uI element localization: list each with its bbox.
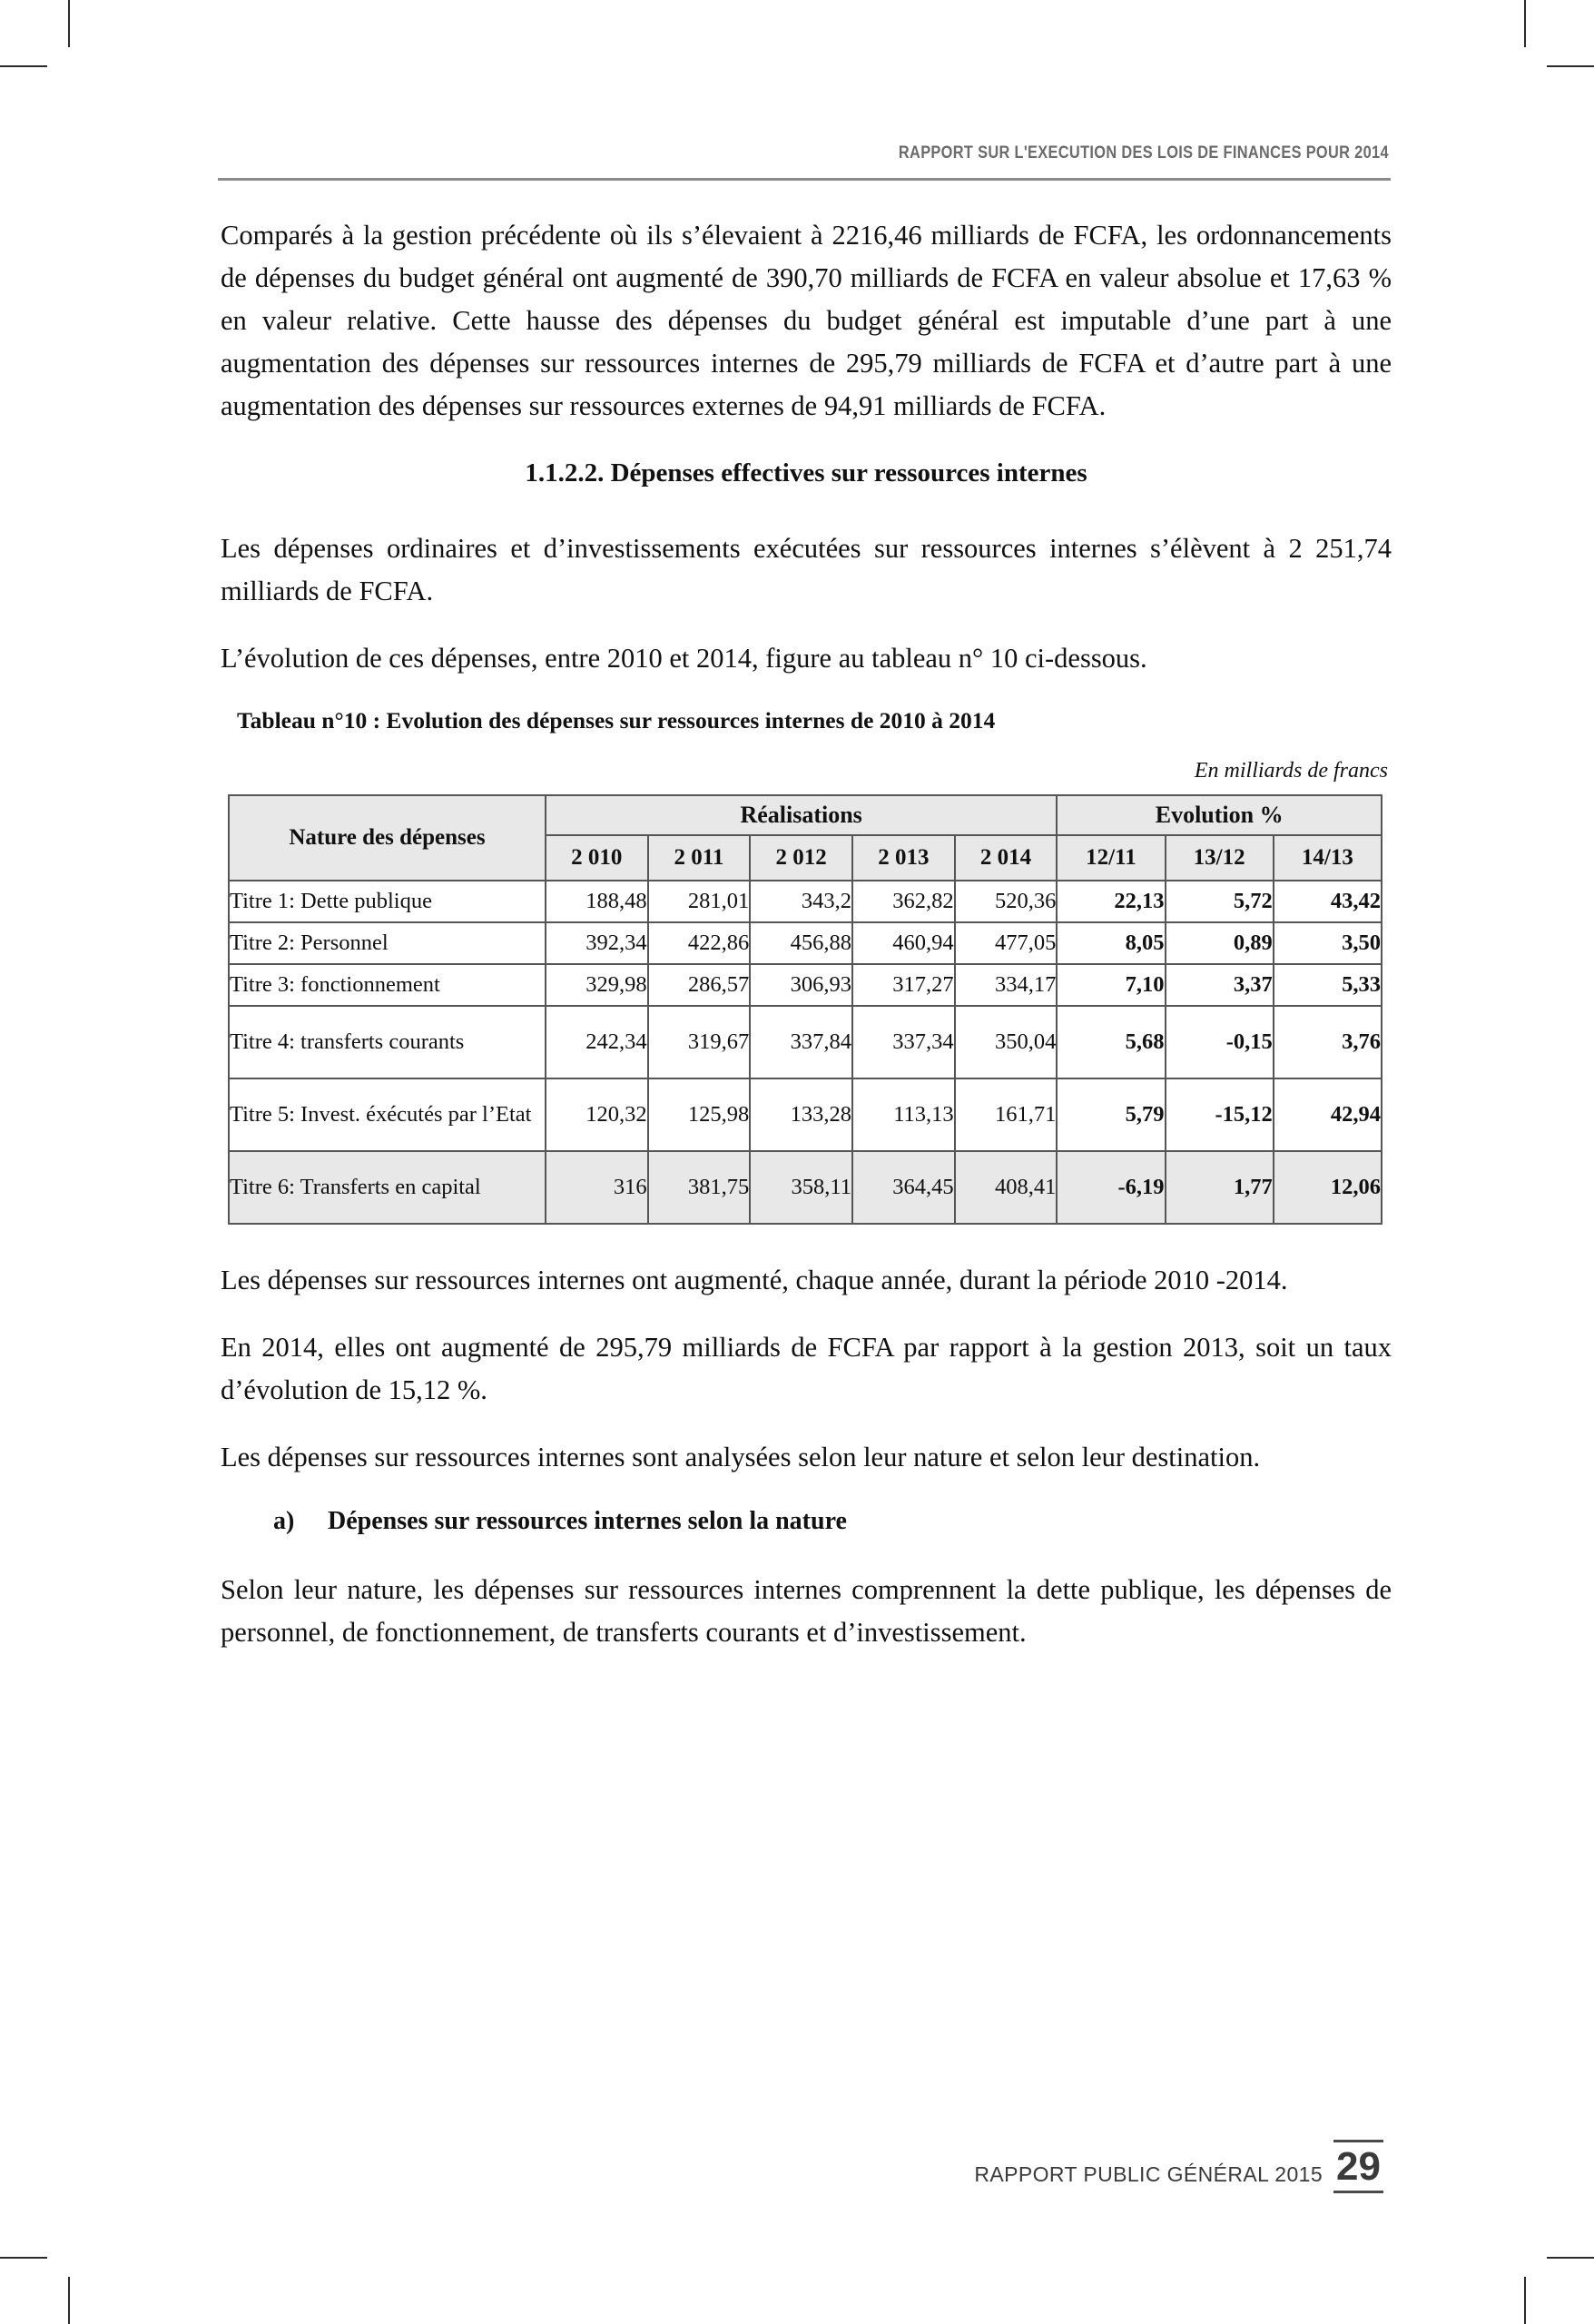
column-header-2010: 2 010 [546,835,648,881]
cell-evolution: 22,13 [1057,881,1165,922]
crop-mark-bottom-right-vertical [1524,2277,1526,2324]
cell-value: 337,34 [852,1006,955,1078]
cell-value: 329,98 [546,964,648,1006]
cell-value: 477,05 [955,922,1058,964]
table-row [229,1078,1382,1151]
cell-evolution: 12,06 [1274,1151,1382,1224]
table-row [229,964,1382,1006]
cell-value: 460,94 [852,922,955,964]
column-header-evo-13-12: 13/12 [1166,835,1274,881]
cell-evolution: 7,10 [1057,964,1165,1006]
cell-value: 337,84 [750,1006,852,1078]
expenses-table [228,794,1382,1225]
cell-value: 133,28 [750,1078,852,1151]
table-units-note: En milliards de francs [1194,759,1388,783]
cell-value: 319,67 [648,1006,751,1078]
page-number-box [1333,2140,1383,2193]
column-header-evo-12-11: 12/11 [1057,835,1165,881]
cell-evolution: 5,33 [1274,964,1382,1006]
cell-value: 422,86 [648,922,751,964]
paragraph-2014-growth: En 2014, elles ont augmenté de 295,79 milliards de FCFA par rapport à la gestion 2013, soit un taux d’évolution de 15,12 %. [221,1332,1392,1405]
cell-value: 350,04 [955,1006,1058,1078]
crop-mark-top-left-vertical [68,0,70,47]
cell-value: 242,34 [546,1006,648,1078]
header-rule [218,178,1391,181]
cell-evolution: 3,50 [1274,922,1382,964]
crop-mark-bottom-left-horizontal [0,2257,47,2259]
column-group-header-evolution: Evolution % [1057,795,1382,835]
cell-value: 306,93 [750,964,852,1006]
cell-evolution: 42,94 [1274,1078,1382,1151]
cell-value: 364,45 [852,1151,955,1224]
column-header-2013: 2 013 [852,835,955,881]
cell-value: 362,82 [852,881,955,922]
cell-value: 161,71 [955,1078,1058,1151]
cell-value: 381,75 [648,1151,751,1224]
section-heading: 1.1.2.2. Dépenses effectives sur ressources internes [525,458,1087,487]
table-header-row-groups [229,795,1382,835]
table-caption: Tableau n°10 : Evolution des dépenses sur ressources internes de 2010 à 2014 [237,707,996,734]
row-label: Titre 6: Transferts en capital [229,1151,546,1224]
cell-value: 188,48 [546,881,648,922]
cell-value: 358,11 [750,1151,852,1224]
column-header-2012: 2 012 [750,835,852,881]
table-row [229,881,1382,922]
crop-mark-bottom-left-vertical [68,2277,70,2324]
column-header-evo-14-13: 14/13 [1274,835,1382,881]
cell-evolution: 5,72 [1166,881,1274,922]
footer-label: RAPPORT PUBLIC GÉNÉRAL 2015 [974,2162,1323,2186]
table-row [229,1151,1382,1224]
page-number: 29 [1336,2144,1381,2189]
running-header [218,143,1389,163]
subsection-heading-a [221,1503,1392,1540]
column-header-nature: Nature des dépenses [229,795,546,881]
cell-evolution: 5,68 [1057,1006,1165,1078]
row-label: Titre 4: transferts courants [229,1006,546,1078]
row-label: Titre 1: Dette publique [229,881,546,922]
paragraph-expenses-total: Les dépenses ordinaires et d’investissements exécutées sur ressources internes s’élèvent à 2 251,74 milliards de FCFA. [221,533,1392,606]
cell-evolution: -6,19 [1057,1151,1165,1224]
paragraph-nature-breakdown: Selon leur nature, les dépenses sur ressources internes comprennent la dette publique, les dépenses de personnel, de fonctionnement, de transferts courants et d’investissement. [221,1574,1392,1648]
page-footer [974,2140,1383,2193]
table-row [229,922,1382,964]
crop-mark-top-right-vertical [1524,0,1526,47]
cell-value: 392,34 [546,922,648,964]
table-row [229,1006,1382,1078]
cell-value: 281,01 [648,881,751,922]
cell-evolution: 3,37 [1166,964,1274,1006]
crop-mark-top-right-horizontal [1547,65,1594,67]
cell-value: 125,98 [648,1078,751,1151]
row-label: Titre 2: Personnel [229,922,546,964]
paragraph-annual-growth: Les dépenses sur ressources internes ont augmenté, chaque année, durant la période 2010 -2014. [221,1265,1288,1295]
subsection-marker: a) [273,1507,295,1535]
cell-value: 343,2 [750,881,852,922]
cell-value: 316 [546,1151,648,1224]
cell-value: 408,41 [955,1151,1058,1224]
column-header-2011: 2 011 [648,835,751,881]
column-group-header-realisations: Réalisations [546,795,1057,835]
subsection-label: Dépenses sur ressources internes selon la nature [328,1507,847,1535]
paragraph-intro: Comparés à la gestion précédente où ils s’élevaient à 2216,46 milliards de FCFA, les ordonnancements de dépenses du budget général ont augmenté de 390,70 milliards de FCFA en valeur absolue et 17,63 % en valeur relative. Cette hausse des dépenses du budget général est imputable d’une part à une augmentation des dépenses sur ressources internes de 295,79 milliards de FCFA et d’autre part à une augmentation des dépenses sur ressources externes de 94,91 milliards de FCFA. [221,220,1392,421]
cell-value: 113,13 [852,1078,955,1151]
cell-evolution: -15,12 [1166,1078,1274,1151]
cell-value: 286,57 [648,964,751,1006]
cell-evolution: 43,42 [1274,881,1382,922]
crop-mark-top-left-horizontal [0,65,47,67]
paragraph-analysis-basis: Les dépenses sur ressources internes sont analysées selon leur nature et selon leur destination. [221,1442,1261,1472]
cell-evolution: 0,89 [1166,922,1274,964]
cell-value: 334,17 [955,964,1058,1006]
row-label: Titre 3: fonctionnement [229,964,546,1006]
cell-value: 456,88 [750,922,852,964]
column-header-2014: 2 014 [955,835,1058,881]
page-content [221,214,1392,1679]
cell-evolution: 5,79 [1057,1078,1165,1151]
row-label: Titre 5: Invest. éxécutés par l’Etat [229,1078,546,1151]
cell-evolution: -0,15 [1166,1006,1274,1078]
table-head [229,795,1382,881]
paragraph-table-reference: L’évolution de ces dépenses, entre 2010 et 2014, figure au tableau n° 10 ci-dessous. [221,643,1147,674]
cell-value: 317,27 [852,964,955,1006]
table-body [229,881,1382,1224]
cell-evolution: 3,76 [1274,1006,1382,1078]
cell-value: 120,32 [546,1078,648,1151]
cell-value: 520,36 [955,881,1058,922]
crop-mark-bottom-right-horizontal [1547,2257,1594,2259]
running-header-title: RAPPORT SUR L'EXECUTION DES LOIS DE FINANCES POUR 2014 [899,143,1389,162]
cell-evolution: 8,05 [1057,922,1165,964]
cell-evolution: 1,77 [1166,1151,1274,1224]
